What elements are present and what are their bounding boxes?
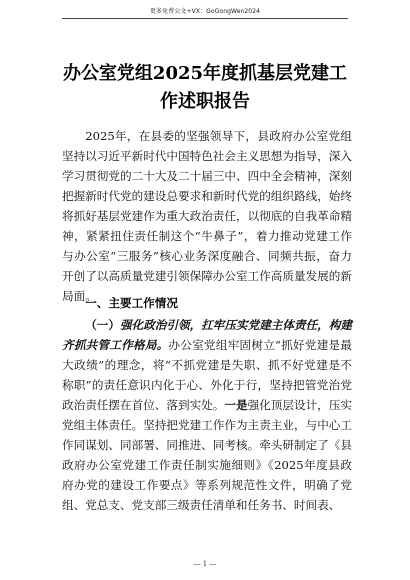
header-note: 更多免费公文+VX：GoGongWen2024: [149, 8, 261, 15]
section-heading: 一、主要工作情况: [85, 296, 178, 310]
header-divider: [62, 18, 348, 19]
subsection-number: （一）: [85, 318, 120, 332]
document-title: 办公室党组2025年度抓基层党建工作述职报告: [62, 63, 348, 112]
page-number: — 1 —: [193, 560, 217, 568]
subsection-text-continued: 强化顶层设计，压实党组主体责任。坚持把党建工作作为主责主业，与中心工作同谋划、同部署、同推进、同考核。牵头研制定了《县政府办公室党建工作责任制实施细则》《2025年度县政府办党的建设工作要点》等系列规范性文件，明确了党组、党总支、党支部三级责任清单和任务书、时间表、: [62, 398, 352, 512]
emphasis-marker: 一是: [224, 398, 248, 412]
subsection-paragraph: [62, 315, 352, 515]
intro-paragraph: 2025年，在县委的坚强领导下，县政府办公室党组坚持以习近平新时代中国特色社会主义思想为指导，深入学习贯彻党的二十大及二十届三中、四中全会精神，深刻把握新时代党的建设总要求和新时代党的组织路线，始终将抓好基层党建作为重大政治责任，以彻底的自我革命精神，紧紧扭住责任制这个“牛鼻子”，着力推动党建工作与办公室“三服务”核心业务深度融合、同频共振，奋力开创了以高质量党建引领保障办公室工作高质量发展的新局面。: [62, 129, 352, 303]
subsection-text: 办公室党组牢固树立“抓好党建是最大政绩”的理念，将“不抓党建是失职、抓不好党建是不称职”的责任意识内化于心、外化于行，坚持把管党治党政治责任摆在首位、落到实处。: [62, 338, 352, 412]
subsection-lead: 强化政治引领，扛牢压实党建主体责任，构建齐抓共管工作格局。: [62, 318, 352, 352]
